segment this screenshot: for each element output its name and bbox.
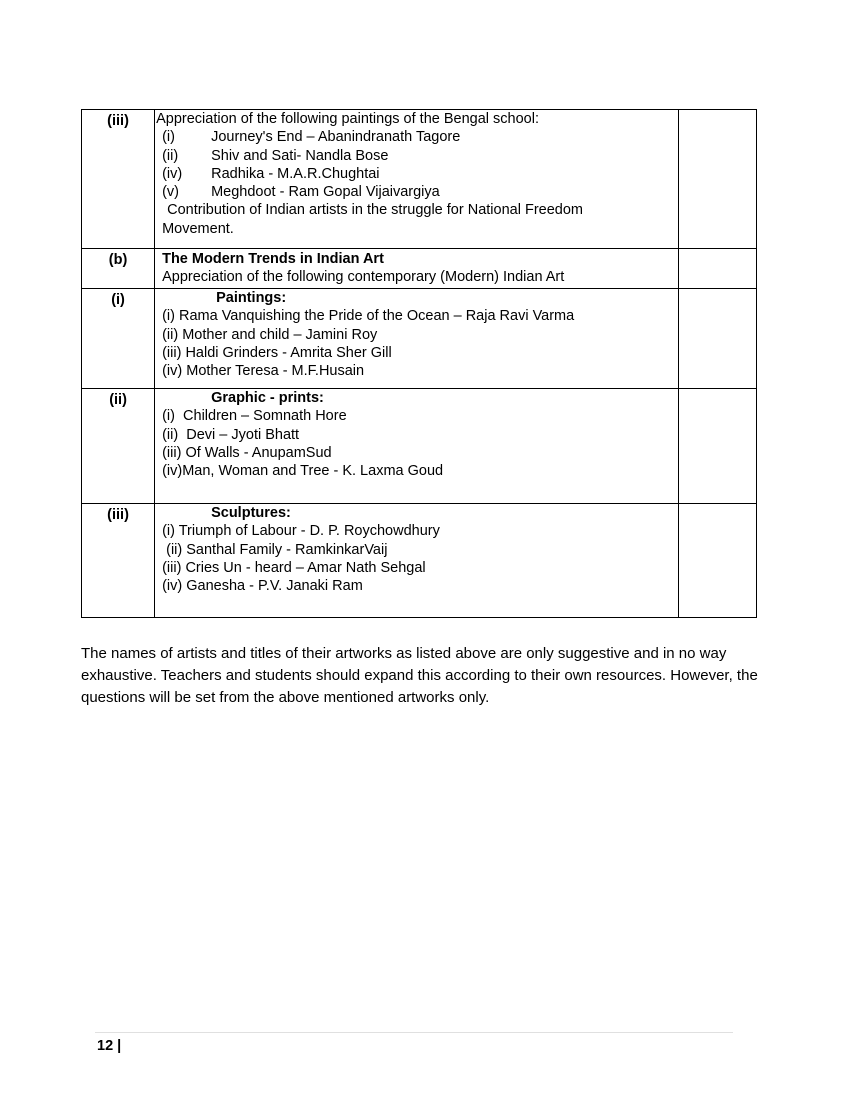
list-item: (i) Triumph of Labour - D. P. Roychowdhury bbox=[162, 523, 440, 540]
syllabus-table bbox=[81, 109, 757, 618]
list-item: (ii) Mother and child – Jamini Roy bbox=[162, 326, 378, 343]
list-item: (iv) Mother Teresa - M.F.Husain bbox=[162, 363, 365, 380]
section-title: The Modern Trends in Indian Art bbox=[162, 251, 384, 267]
blank-cell bbox=[678, 289, 756, 389]
note-paragraph: The names of artists and titles of their artworks as listed above are only suggestive and in no way exhaustive. Teachers and students should expand this according to their own resources. However, the questions will be set from the above mentioned artworks only. bbox=[81, 645, 758, 706]
row-number: (iii) bbox=[82, 110, 155, 249]
blank-cell bbox=[678, 504, 756, 618]
list-item: (ii) Santhal Family - RamkinkarVaij bbox=[162, 541, 388, 558]
list-item: (iv) Ganesha - P.V. Janaki Ram bbox=[162, 578, 363, 595]
list-item: (iii) Of Walls - AnupamSud bbox=[162, 444, 332, 461]
row-number: (i) bbox=[82, 289, 155, 389]
table-row bbox=[82, 389, 757, 504]
list-item: (iii) Haldi Grinders - Amrita Sher Gill bbox=[162, 344, 392, 361]
table-row bbox=[82, 289, 757, 389]
row-number: (b) bbox=[82, 249, 155, 289]
list-item: (ii) Devi – Jyoti Bhatt bbox=[162, 426, 300, 443]
footer-divider bbox=[95, 1032, 733, 1033]
list-item: (i) Journey's End – Abanindranath Tagore bbox=[162, 129, 461, 146]
list-item: (ii) Shiv and Sati- Nandla Bose bbox=[162, 147, 389, 164]
table-row bbox=[82, 504, 757, 618]
closing-text: Movement. bbox=[162, 220, 234, 237]
table-row bbox=[82, 110, 757, 249]
subheading: Graphic - prints: bbox=[211, 390, 324, 406]
blank-cell bbox=[678, 110, 756, 249]
section-heading: Appreciation of the following paintings of the Bengal school: bbox=[156, 111, 539, 127]
list-item: (iv) Radhika - M.A.R.Chughtai bbox=[162, 165, 380, 182]
row-number: (iii) bbox=[82, 504, 155, 618]
blank-cell bbox=[678, 389, 756, 504]
row-content bbox=[155, 289, 679, 389]
row-content bbox=[155, 110, 679, 249]
row-content bbox=[155, 249, 679, 289]
list-item: (v) Meghdoot - Ram Gopal Vijaivargiya bbox=[162, 184, 440, 201]
page-number: 12 | bbox=[97, 1038, 122, 1054]
list-item: (iii) Cries Un - heard – Amar Nath Sehgal bbox=[162, 559, 426, 576]
list-item: (iv)Man, Woman and Tree - K. Laxma Goud bbox=[162, 463, 444, 480]
row-content bbox=[155, 389, 679, 504]
blank-cell bbox=[678, 249, 756, 289]
list-item: (i) Rama Vanquishing the Pride of the Ocean – Raja Ravi Varma bbox=[162, 308, 575, 325]
section-subtitle: Appreciation of the following contemporary (Modern) Indian Art bbox=[162, 269, 565, 286]
subheading: Sculptures: bbox=[211, 505, 291, 521]
row-number: (ii) bbox=[82, 389, 155, 504]
subheading: Paintings: bbox=[216, 290, 287, 306]
list-item: (i) Children – Somnath Hore bbox=[162, 408, 347, 425]
table-row bbox=[82, 249, 757, 289]
closing-text: Contribution of Indian artists in the struggle for National Freedom bbox=[167, 202, 583, 219]
row-content bbox=[155, 504, 679, 618]
